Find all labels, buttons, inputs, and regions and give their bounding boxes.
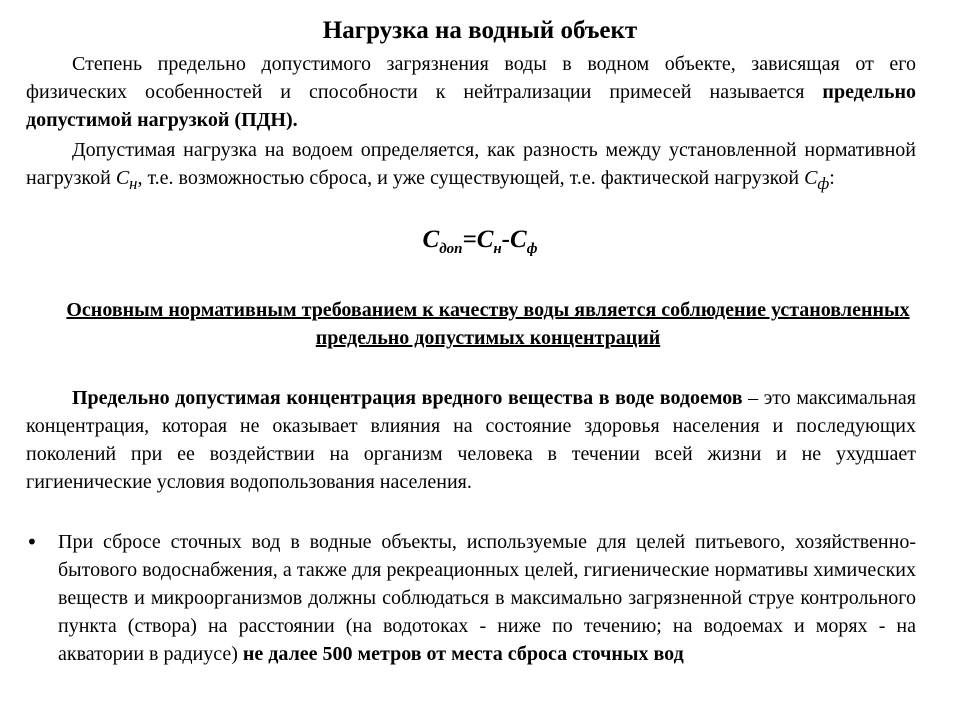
load-formula xyxy=(0,226,960,258)
paragraph-pdn-definition xyxy=(26,50,916,134)
formula-minus-c: -С xyxy=(501,226,527,253)
cf-symbol: С xyxy=(804,167,818,189)
cf-subscript: ф xyxy=(817,174,830,193)
cn-symbol: С xyxy=(115,167,130,189)
cn-subscript: н xyxy=(129,174,138,193)
pdk-term: Предельно допустимая концентрация вредного вещества в воде водоемов xyxy=(72,387,743,409)
formula-sub-n: н xyxy=(493,241,502,257)
formula-sub-dop: доп xyxy=(439,241,463,257)
bullet-text xyxy=(58,528,916,668)
pdk-definition-text: – это максимальная концентрация, которая не оказывает влияния на состояние здоровья населения и последующих поколений при ее воздействии на организм человека в течении всей жизни и не ухудшает гигиенические условия водопользования населения. xyxy=(26,387,916,493)
bullet-icon: • xyxy=(26,530,38,554)
pdn-definition-text: Степень предельно допустимого загрязнения воды в водном объекте, зависящая от его физических особенностей и способности к нейтрализации примесей называется xyxy=(26,53,916,103)
formula-sub-f: ф xyxy=(526,241,538,257)
requirement-statement: Основным нормативным требованием к качеству воды является соблюдение установленных предельно допустимых концентраций xyxy=(66,299,910,349)
bullet-emphasis: не далее 500 метров от места сброса сточных вод xyxy=(242,643,684,665)
load-text-c: : xyxy=(829,167,835,189)
formula-eq-c: =С xyxy=(462,226,494,253)
bullet-item xyxy=(26,528,916,668)
load-text-a: Допустимая нагрузка на водоем определяется, как разность между установленной нормативной нагрузкой xyxy=(26,139,916,189)
paragraph-load-difference xyxy=(26,136,916,198)
paragraph-pdk-definition xyxy=(26,384,916,496)
pdn-term: предельно допустимой нагрузкой (ПДН). xyxy=(26,81,916,131)
bullet-body: При сбросе сточных вод в водные объекты, используемые для целей питьевого, хозяйственно-бытового водоснабжения, а также для рекреационных целей, гигиенические нормативы химических веществ и микроорганизмов должны соблюдаться в максимально загрязненной струе контрольного пункта (створа) на расстоянии (на водотоках - ниже по течению; на водоемах и морях - на акватории в радиусе) xyxy=(58,531,916,665)
load-text-b: , т.е. возможностью сброса, и уже существующей, т.е. фактической нагрузкой xyxy=(137,167,805,189)
page-title: Нагрузка на водный объект xyxy=(322,17,638,44)
formula-c1: С xyxy=(422,226,440,253)
